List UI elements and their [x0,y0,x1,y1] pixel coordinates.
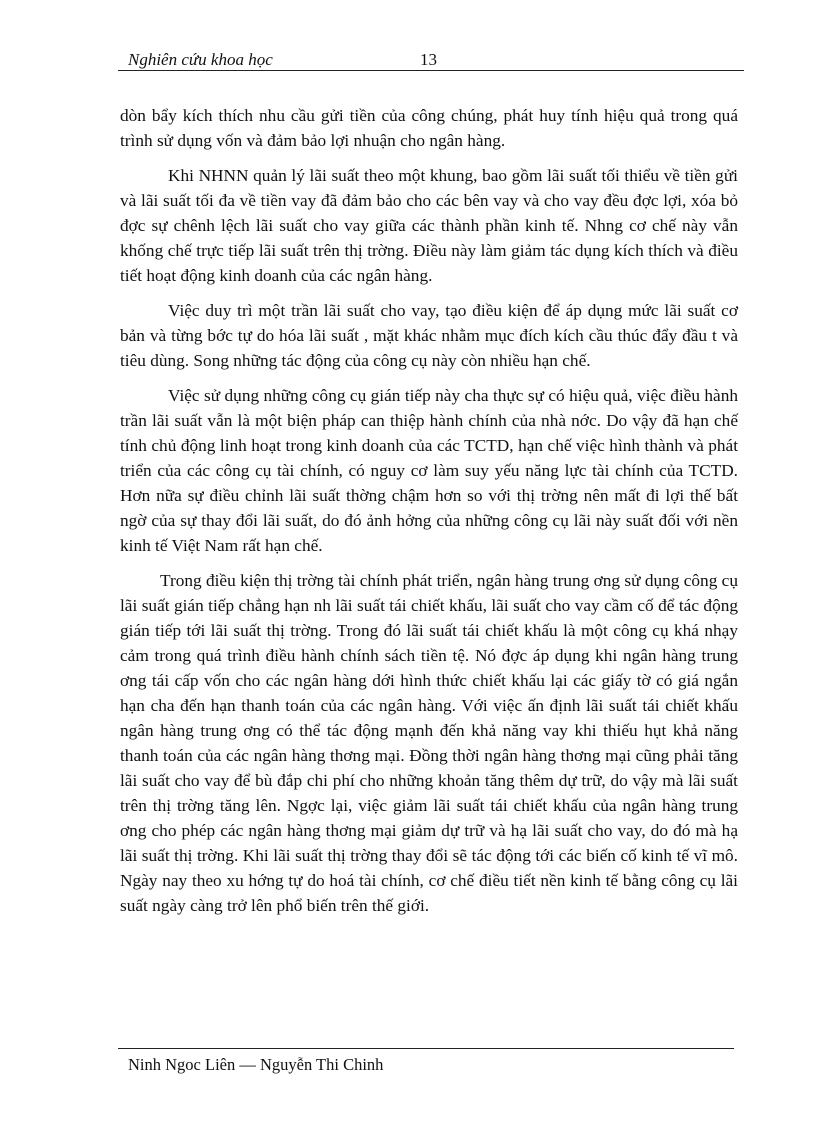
paragraph-5: Trong điều kiện thị trờng tài chính phát triển, ngân hàng trung ơng sử dụng công cụ lãi suất gián tiếp chẳng hạn nh lãi suất tái chiết khấu, lãi suất cho vay cầm cố để tác động gián tiếp tới lãi suất thị trờng. Trong đó lãi suất tái chiết khấu là một công cụ khá nhạy cảm trong quá trình điều hành chính sách tiền tệ. Nó đợc áp dụng khi ngân hàng trung ơng tái cấp vốn cho các ngân hàng dới hình thức chiết khấu lại các giấy tờ có giá ngắn hạn cha đến hạn thanh toán của các ngân hàng. Với việc ấn định lãi suất tái chiết khấu ngân hàng trung ơng có thể tác động mạnh đến khả năng vay khi thiếu hụt khả năng thanh toán của các ngân hàng thơng mại. Đồng thời ngân hàng thơng mại cũng phải tăng lãi suất cho vay để bù đắp chi phí cho những khoản tăng thêm dự trữ, do vậy mà lãi suất trên thị trờng tăng lên. Ngợc lại, việc giảm lãi suất tái chiết khấu của ngân hàng trung ơng cho phép các ngân hàng thơng mại giảm dự trữ và hạ lãi suất cho vay, do đó mà hạ lãi suất thị trờng. Khi lãi suất thị trờng thay đổi sẽ tác động tới các biến cố kinh tế vĩ mô. Ngày nay theo xu hớng tự do hoá tài chính, cơ chế điều tiết nền kinh tế bằng công cụ lãi suất ngày càng trở lên phổ biến trên thế giới. [120,571,738,915]
paragraph-2: Khi NHNN quản lý lãi suất theo một khung, bao gồm lãi suất tối thiểu về tiền gửi và lãi suất tối đa về tiền vay đã đảm bảo cho các bên vay và cho vay đều đợc lợi, xóa bỏ đợc sự chênh lệch lãi suất cho vay giữa các thành phần kinh tế. Nhng cơ chế này vẫn khống chế trực tiếp lãi suất trên thị trờng. Điều này làm giảm tác dụng kích thích và điều tiết hoạt động kinh doanh của các ngân hàng. [120,166,738,285]
footer-divider [118,1048,734,1049]
header-title: Nghiên cứu khoa học [128,50,273,69]
page-body [120,103,738,928]
page-header [118,50,744,71]
footer-authors: Ninh Ngoc Liên — Nguyễn Thi Chinh [128,1055,384,1074]
page-number: 13 [420,50,437,69]
paragraph-4: Việc sử dụng những công cụ gián tiếp này cha thực sự có hiệu quả, việc điều hành trần lãi suất vẫn là một biện pháp can thiệp hành chính của nhà nớc. Do vậy đã hạn chế tính chủ động linh hoạt trong kinh doanh của các TCTD, hạn chế việc hình thành và phát triển của các công cụ tài chính, có nguy cơ làm suy yếu năng lực tài chính của TCTD. Hơn nữa sự điều chỉnh lãi suất thờng chậm hơn so với thị trờng nên mất đi lợi thế bất ngờ của sự thay đổi lãi suất, do đó ảnh hởng của những công cụ lãi này suất đối với nền kinh tế Việt Nam rất hạn chế. [120,386,738,555]
paragraph-3: Việc duy trì một trần lãi suất cho vay, tạo điều kiện để áp dụng mức lãi suất cơ bản và từng bớc tự do hóa lãi suất , mặt khác nhằm mục đích kích cầu thúc đẩy đầu t và tiêu dùng. Song những tác động của công cụ này còn nhiều hạn chế. [120,301,738,370]
paragraph-1: dòn bẩy kích thích nhu cầu gửi tiền của công chúng, phát huy tính hiệu quả trong quá trình sử dụng vốn và đảm bảo lợi nhuận cho ngân hàng. [120,106,738,150]
